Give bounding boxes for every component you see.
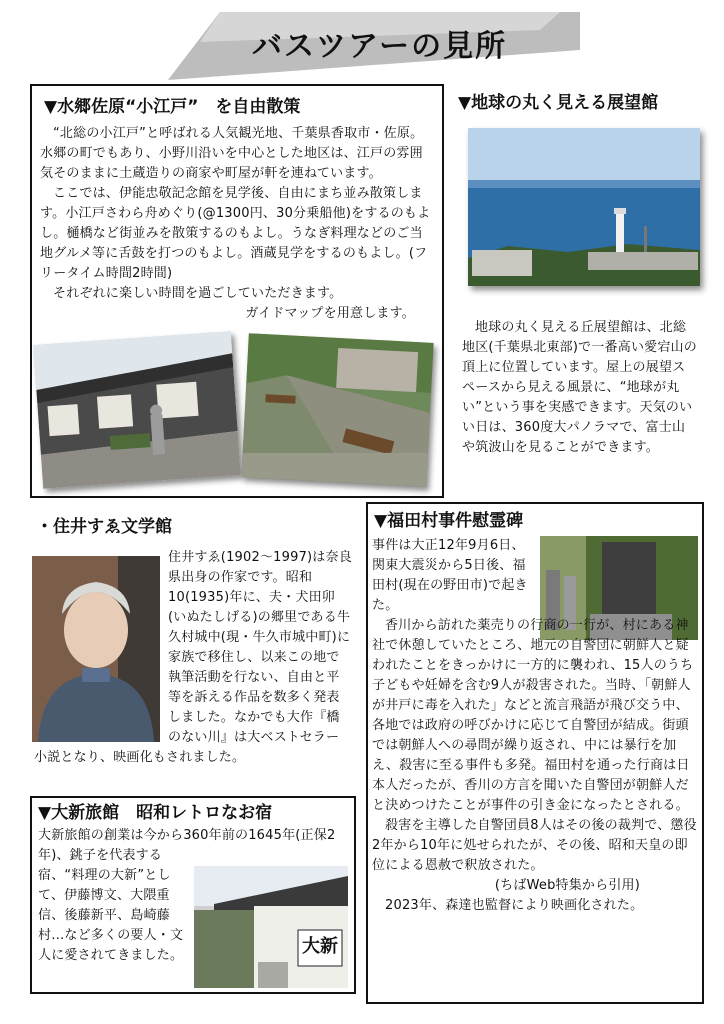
wrap-spacer xyxy=(188,864,348,994)
wrap-spacer xyxy=(34,548,168,748)
fukuda-text xyxy=(372,536,700,916)
observatory-photo xyxy=(468,128,700,286)
page-title: バスツアーの見所 xyxy=(252,29,508,64)
sawara-heading: ▼水郷佐原“小江戸” を自由散策 xyxy=(44,97,301,117)
sawara-paragraph-1: “北総の小江戸”と呼ばれる人気観光地、千葉県香取市・佐原。水郷の町でもあり、小野川沿いを中心とした地区は、江戸の雰囲気そのままに土蔵造りの商家や町屋が軒を連ねています。 xyxy=(40,126,424,181)
sawara-boats-photo xyxy=(241,333,433,486)
fukuda-paragraph-2: 香川から訪れた薬売りの行商の一行が、村にある神社で休憩していたところ、地元の自警団に朝鮮人と疑われたことをきっかけに一方的に襲われ、15人のうち子どもや妊婦を含む9人が殺害された。当時、「朝鮮人が井戸に毒を入れた」などと流言飛語が飛び交う中、各地では政府の呼びかけに応じて自警団が結成。街頭では朝鮮人への尋問が繰り返され、中には暴行を加え、殺害に至る事件も多発。福田村を通った行商は日本人だったが、香川の方言を聞いた自警団が朝鮮人だと決めつけたことが事件の引き金になったとされる。 xyxy=(372,618,694,813)
fukuda-paragraph-1: 事件は大正12年9月6日、関東大震災から5日後、福田村(現在の野田市)で起きた。 xyxy=(372,538,528,613)
observatory-heading: ▼地球の丸く見える展望館 xyxy=(458,93,659,113)
sumii-heading: ・住井すゑ文学館 xyxy=(36,517,172,537)
sumii-text: 住井すゑ(1902～1997)は奈良県出身の作家です。昭和10(1935)年に、夫・犬田卯(いぬたしげる)の郷里である牛久村城中(現・牛久市城中町)に家族で移住し、以来この地で執筆活動を行ない、自由と平等を訴える作品を数多く発表しました。なかでも大作『橋のない川』は大ベストセラー小説となり、映画化もされました。 xyxy=(34,550,352,765)
sawara-paragraph-4: ガイドマップを用意します。 xyxy=(245,306,415,321)
sawara-paragraph-2: ここでは、伊能忠敬記念館を見学後、自由にまち並み散策します。小江戸さわら舟めぐり(@1300円、30分乗船他)をするのもよし。樋橋など街並みを散策するのもよし。うなぎ料理などのご当地グルメ等に舌鼓を打つのもよし。酒蔵見学をするのもよし。(フリータイム時間2時間) xyxy=(40,186,431,281)
fukuda-paragraph-3: 殺害を主導した自警団員8人はその後の裁判で、懲役2年から10年に処せられたが、その後、昭和天皇の即位による恩赦で釈放された。 xyxy=(372,818,697,873)
taishin-sign: 大新 xyxy=(302,936,338,957)
sawara-text xyxy=(40,124,435,324)
fukuda-heading: ▼福田村事件慰霊碑 xyxy=(374,511,524,531)
fukuda-film: 2023年、森達也監督により映画化された。 xyxy=(385,898,644,913)
oshin-text: 大新旅館の創業は今から360年前の1645年(正保2年)、銚子を代表する宿、“料理の大新”として、伊藤博文、大隈重信、後藤新平、島崎藤村…など多くの要人・文人に愛されてきました。 xyxy=(38,826,348,994)
observatory-text: 地球の丸く見える丘展望館は、北総地区(千葉県北東部)で一番高い愛宕山の頂上に位置しています。屋上の展望スペースから見える風景に、“地球が丸い”という事を実感できます。天気のいい日は、360度大パノラマで、富士山や筑波山を見ることができます。 xyxy=(462,320,697,455)
sawara-paragraph-3: それぞれに楽しい時間を過ごしていただきます。 xyxy=(53,286,343,301)
oshin-heading: ▼大新旅館 昭和レトロなお宿 xyxy=(38,803,273,823)
sawara-street-photo xyxy=(33,331,241,488)
fukuda-source: (ちばWeb特集から引用) xyxy=(494,878,640,893)
